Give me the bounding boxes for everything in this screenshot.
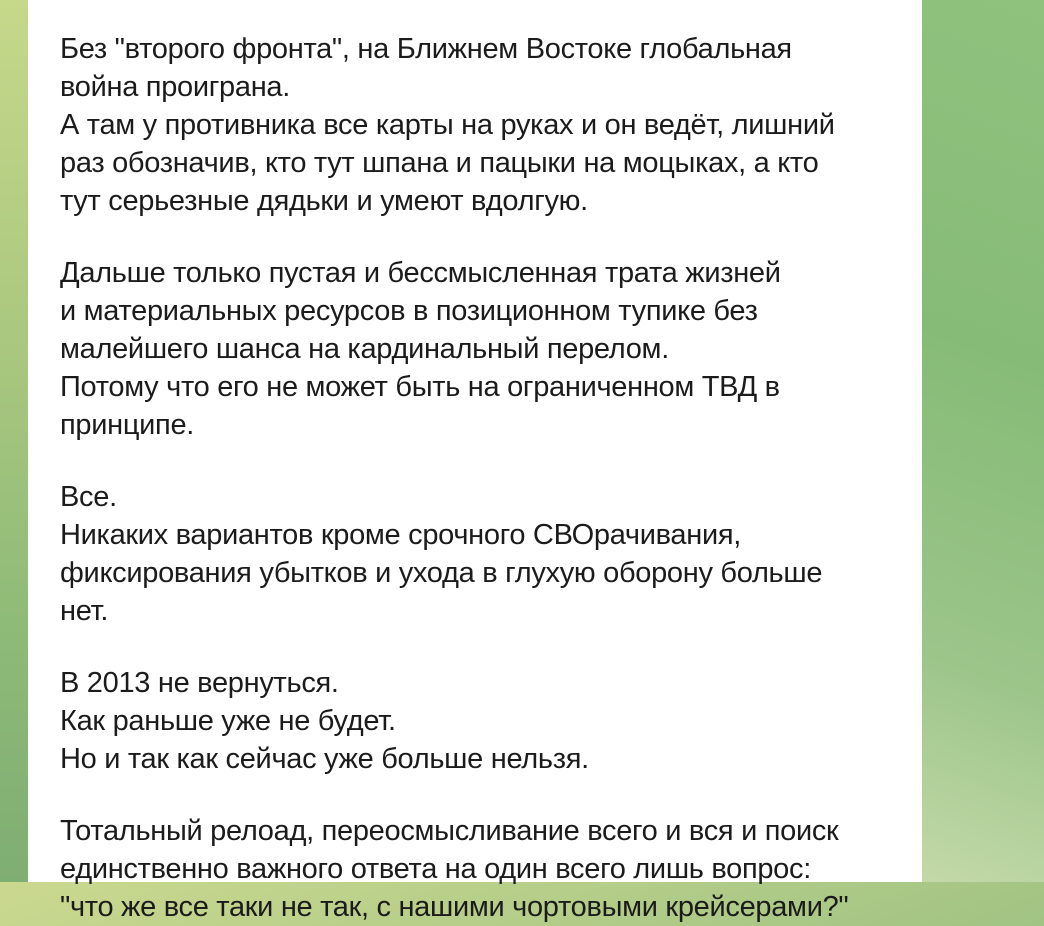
message-line: Потому что его не может быть на ограниченном ТВД в bbox=[60, 371, 780, 403]
message-line: Все. bbox=[60, 481, 117, 513]
message-line: А там у противника все карты на руках и он ведёт, лишний bbox=[60, 109, 835, 141]
message-line: и материальных ресурсов в позиционном тупике без bbox=[60, 295, 758, 327]
message-bubble[interactable] bbox=[28, 0, 922, 923]
message-line: "что же все таки не так, с нашими чортовыми крейсерами?" bbox=[60, 891, 849, 923]
message-line: нет. bbox=[60, 595, 109, 627]
message-paragraph-4 bbox=[60, 664, 902, 778]
message-line: тут серьезные дядьки и умеют вдолгую. bbox=[60, 185, 588, 217]
message-paragraph-3 bbox=[60, 478, 902, 630]
message-line: принципе. bbox=[60, 409, 195, 441]
message-line: Тотальный релоад, переосмысливание всего и вся и поиск bbox=[60, 815, 839, 847]
chat-wallpaper-right bbox=[922, 0, 1044, 882]
message-line: Без "второго фронта", на Ближнем Востоке глобальная bbox=[60, 33, 792, 65]
message-line: фиксирования убытков и ухода в глухую оборону больше bbox=[60, 557, 823, 589]
message-line: Дальше только пустая и бессмысленная трата жизней bbox=[60, 257, 781, 289]
message-line: Как раньше уже не будет. bbox=[60, 705, 396, 737]
message-line: Никаких вариантов кроме срочного СВОрачивания, bbox=[60, 519, 742, 551]
message-paragraph-1 bbox=[60, 30, 902, 220]
message-line: В 2013 не вернуться. bbox=[60, 667, 339, 699]
message-line: малейшего шанса на кардинальный перелом. bbox=[60, 333, 669, 365]
message-line: раз обозначив, кто тут шпана и пацыки на моцыках, а кто bbox=[60, 147, 819, 179]
message-line: Но и так как сейчас уже больше нельзя. bbox=[60, 743, 589, 775]
message-paragraph-2 bbox=[60, 254, 902, 444]
chat-wallpaper-left bbox=[0, 0, 28, 882]
message-paragraph-5 bbox=[60, 812, 902, 926]
message-line: единственно важного ответа на один всего лишь вопрос: bbox=[60, 853, 811, 885]
message-line: война проиграна. bbox=[60, 71, 291, 103]
